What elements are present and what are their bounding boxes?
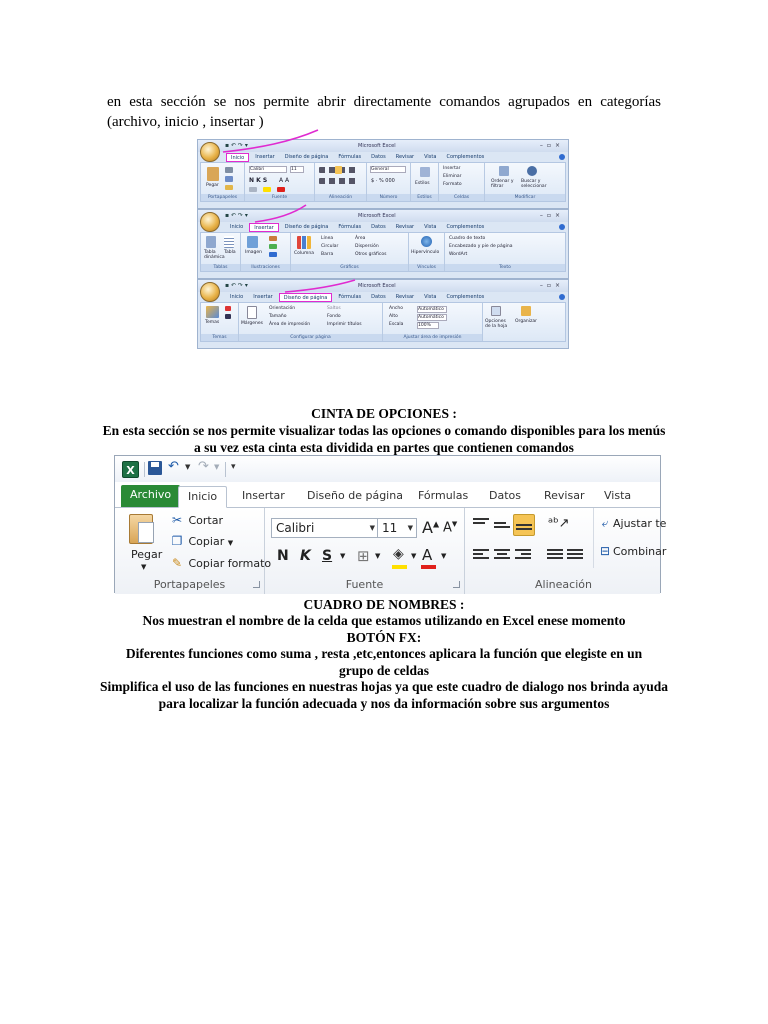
chevron-down-icon: ▼ xyxy=(407,524,413,532)
copy-label: Copiar xyxy=(188,535,225,548)
shrink-font-button[interactable] xyxy=(443,520,457,535)
borders-icon[interactable] xyxy=(249,187,257,192)
paintbrush-icon: ✎ xyxy=(171,556,183,570)
align-middle-icon[interactable] xyxy=(494,522,510,534)
quick-access-toolbar: ▪ ↶ ↷ ▾ xyxy=(225,142,248,149)
margins-icon[interactable] xyxy=(247,306,257,319)
grow-caret-icon: ▲ xyxy=(432,519,440,529)
copy-button[interactable] xyxy=(169,534,233,548)
tab-diseno-pagina[interactable]: Diseño de página xyxy=(307,489,403,502)
font-size-input[interactable] xyxy=(377,518,417,538)
tab-revisar[interactable]: Revisar xyxy=(395,294,415,300)
line-chart[interactable]: Línea xyxy=(321,236,334,241)
bar-chart[interactable]: Barra xyxy=(321,252,334,257)
align-bottom-icon xyxy=(516,524,532,536)
print-area[interactable]: Área de impresión xyxy=(269,322,311,327)
group-alineacion xyxy=(315,163,367,201)
clipart-icon[interactable] xyxy=(269,236,277,241)
sort-filter-label: Ordenar y filtrar xyxy=(491,179,514,189)
group-portapapeles xyxy=(115,508,272,594)
merge-cells-button[interactable] xyxy=(597,544,666,558)
dialog-launcher-icon[interactable] xyxy=(253,581,260,588)
sheet-options-label: Opciones de la hoja xyxy=(485,319,508,329)
nombres-description: Nos muestran el nombre de la celda que estamos utilizando en Excel enese momento xyxy=(142,613,626,628)
group-label: Texto xyxy=(445,264,565,271)
cells-insert[interactable]: Insertar xyxy=(443,166,461,171)
group-estilos xyxy=(411,163,439,201)
tab-insertar[interactable]: Insertar xyxy=(253,294,273,300)
italic-button[interactable]: K xyxy=(300,548,311,564)
quick-access-toolbar: ▪ ↶ ↷ ▾ xyxy=(225,282,248,289)
align-left-icon[interactable] xyxy=(473,549,489,561)
group-vinculos xyxy=(409,233,445,271)
cells-format[interactable]: Formato xyxy=(443,182,462,187)
tab-revisar[interactable]: Revisar xyxy=(544,489,585,502)
group-fuente xyxy=(245,163,315,201)
grow-font-button[interactable] xyxy=(422,518,439,537)
group-fuente xyxy=(265,508,465,594)
copy-icon[interactable] xyxy=(225,176,233,182)
cut-label: Cortar xyxy=(188,514,224,527)
tab-diseno[interactable]: Diseño de página xyxy=(279,293,333,302)
group-temas xyxy=(201,303,239,341)
paste-icon[interactable] xyxy=(129,514,153,544)
align-center-icon[interactable] xyxy=(494,549,510,561)
help-icon[interactable] xyxy=(559,224,565,230)
styles-icon[interactable] xyxy=(420,167,430,177)
height-label: Alto xyxy=(389,314,398,319)
group-label-alineacion: Alineación xyxy=(535,578,592,591)
tab-diseno[interactable]: Diseño de página xyxy=(284,224,329,230)
mini-ribbon-body xyxy=(200,302,566,342)
themes-label: Temas xyxy=(205,320,220,325)
save-icon[interactable] xyxy=(148,461,162,475)
hyperlink-label: Hipervínculo xyxy=(411,250,440,255)
orientation-icon[interactable]: ᵃᵇ↗ xyxy=(548,516,570,531)
intro-paragraph: en esta sección se nos permite abrir directamente comandos agrupados en categorías (archivo, inicio , insertar ) xyxy=(107,94,661,130)
underline-dropdown-icon[interactable]: ▼ xyxy=(340,552,346,560)
window-controls[interactable]: –▫× xyxy=(539,142,564,149)
group-label: Estilos xyxy=(411,194,438,201)
nombres-heading: CUADRO DE NOMBRES : xyxy=(303,597,465,612)
tab-insertar[interactable]: Insertar xyxy=(242,489,285,502)
fill-color-swatch xyxy=(392,565,407,569)
tab-datos[interactable]: Datos xyxy=(371,294,386,300)
group-configurar-pagina xyxy=(239,303,383,341)
grow-shrink-icons[interactable]: A A xyxy=(279,177,290,184)
mini-ribbon-insert xyxy=(197,209,569,279)
tab-vista[interactable]: Vista xyxy=(424,154,437,160)
window-title: Microsoft Excel xyxy=(358,143,396,149)
office-button-icon[interactable] xyxy=(200,142,220,162)
tab-insertar[interactable]: Insertar xyxy=(249,223,278,232)
mini-tab-strip xyxy=(226,223,488,232)
find-select-icon[interactable] xyxy=(527,166,537,176)
group-texto xyxy=(445,233,565,271)
group-label: Alineación xyxy=(315,194,366,201)
chevron-down-icon: ▼ xyxy=(369,524,375,532)
column-chart-icon[interactable] xyxy=(297,236,311,249)
group-graficos xyxy=(291,233,409,271)
scale-label: Escala xyxy=(389,322,404,327)
window-title: Microsoft Excel xyxy=(358,283,396,289)
wrap-text-label: Ajustar te xyxy=(613,517,667,530)
undo-dropdown-icon[interactable]: ▼ xyxy=(185,463,191,471)
pie-chart[interactable]: Circular xyxy=(321,244,339,249)
fx-description-2: Simplifica el uso de las funciones en nuestras hojas ya que este cuadro de dialogo nos brinda ayuda para localizar la función adecuada y nos da información sobre sus argumentos xyxy=(100,679,668,711)
merge-icon: ⊟ xyxy=(599,544,611,558)
shapes-icon[interactable] xyxy=(269,244,277,249)
tab-formulas[interactable]: Fórmulas xyxy=(338,224,362,230)
fill-color-icon[interactable] xyxy=(263,187,271,192)
find-select-label: Buscar y seleccionar xyxy=(521,179,547,189)
mini-ribbon-home xyxy=(197,139,569,209)
group-numero xyxy=(367,163,411,201)
sort-filter-icon[interactable] xyxy=(499,166,509,176)
wrap-text-icon: ⤶ xyxy=(601,516,609,530)
pivot-table-label: Tabla dinámica xyxy=(204,250,225,260)
other-charts[interactable]: Otros gráficos xyxy=(355,252,387,257)
tab-inicio[interactable]: Inicio xyxy=(230,294,244,300)
font-color-icon[interactable] xyxy=(277,187,285,192)
cells-delete[interactable]: Eliminar xyxy=(443,174,462,179)
align-right-icon[interactable] xyxy=(515,549,531,561)
group-alineacion xyxy=(465,508,667,594)
decrease-indent-icon[interactable] xyxy=(547,549,563,561)
group-label-portapapeles: Portapapeles xyxy=(153,578,226,591)
dialog-launcher-icon[interactable] xyxy=(453,581,460,588)
paste-button[interactable]: Pegar xyxy=(131,548,163,561)
hyperlink-icon[interactable] xyxy=(421,236,432,247)
tab-diseno[interactable]: Diseño de página xyxy=(284,154,329,160)
underline-button[interactable]: S xyxy=(322,548,333,564)
font-color-button[interactable] xyxy=(422,546,432,564)
font-color-label: A xyxy=(422,546,433,564)
fx-description-1: Diferentes funciones como suma , resta ,etc,entonces aplicara la función que elegiste en un grupo de celdas xyxy=(125,646,643,678)
grow-font-label: A xyxy=(422,518,433,537)
wrap-text-button[interactable] xyxy=(597,516,666,531)
increase-indent-icon[interactable] xyxy=(567,549,583,561)
redo-icon[interactable]: ↷ xyxy=(198,459,209,474)
scale-input[interactable]: 100% xyxy=(417,322,439,329)
ribbon-body xyxy=(115,508,667,594)
mini-ribbon-body xyxy=(200,232,566,272)
tab-archivo[interactable]: Archivo xyxy=(121,485,180,507)
borders-dropdown-icon[interactable]: ▼ xyxy=(375,552,381,560)
office-button-icon[interactable] xyxy=(200,282,220,302)
group-label: Celdas xyxy=(439,194,484,201)
height-select[interactable]: Automático xyxy=(417,314,447,321)
quick-access-toolbar xyxy=(115,456,660,482)
format-painter-button[interactable] xyxy=(169,556,271,570)
column-label: Columna xyxy=(294,251,314,256)
undo-icon[interactable]: ↶ xyxy=(168,459,179,474)
mini-ribbon-layout xyxy=(197,279,569,349)
font-color-dropdown-icon[interactable]: ▼ xyxy=(441,552,447,560)
align-top-icon[interactable] xyxy=(473,518,489,530)
tab-complementos[interactable]: Complementos xyxy=(446,154,485,160)
group-label: Configurar página xyxy=(239,334,382,341)
theme-fonts-icon[interactable] xyxy=(225,314,231,319)
theme-colors-icon[interactable] xyxy=(225,306,231,311)
format-painter-icon[interactable] xyxy=(225,185,233,190)
group-label-fuente: Fuente xyxy=(345,578,384,591)
paste-dropdown-icon[interactable]: ▼ xyxy=(141,563,147,571)
width-select[interactable]: Automático xyxy=(417,306,447,313)
group-label: Ajustar área de impresión xyxy=(383,334,482,341)
fill-color-icon[interactable]: ◈ xyxy=(393,546,404,562)
merge-label: Combinar xyxy=(613,545,667,558)
group-modificar xyxy=(485,163,565,201)
group-ilustraciones xyxy=(241,233,291,271)
picture-label: Imagen xyxy=(245,250,262,255)
tab-formulas[interactable]: Fórmulas xyxy=(338,154,362,160)
sheet-options-icon[interactable] xyxy=(491,306,501,316)
paste-icon[interactable] xyxy=(207,167,219,181)
font-name-box[interactable]: Calibri xyxy=(249,166,287,173)
tab-inicio[interactable]: Inicio xyxy=(178,486,227,508)
wordart[interactable]: WordArt xyxy=(449,252,468,257)
cut-icon[interactable] xyxy=(225,167,233,173)
orientation[interactable]: Orientación xyxy=(269,306,296,311)
group-label: Modificar xyxy=(485,194,565,201)
ribbon-tab-strip xyxy=(115,482,660,508)
group-label: Número xyxy=(367,194,410,201)
align-selected-icon[interactable] xyxy=(335,166,342,174)
copy-dropdown-icon: ▼ xyxy=(227,539,234,547)
cut-button[interactable] xyxy=(169,513,223,527)
number-format-icons[interactable]: $ · % 000 xyxy=(371,178,395,184)
size[interactable]: Tamaño xyxy=(269,314,287,319)
group-celdas xyxy=(439,163,485,201)
office-button-icon[interactable] xyxy=(200,212,220,232)
window-controls[interactable]: –▫× xyxy=(539,282,564,289)
toolbar-separator xyxy=(225,462,226,477)
tab-datos[interactable]: Datos xyxy=(371,224,386,230)
group-ajustar xyxy=(383,303,483,341)
tab-insertar[interactable]: Insertar xyxy=(255,154,275,160)
font-size-box[interactable]: 11 xyxy=(290,166,304,173)
excel-ribbon xyxy=(114,455,667,593)
group-label: Vínculos xyxy=(409,264,444,271)
help-icon[interactable] xyxy=(559,294,565,300)
align-horizontal-icons[interactable] xyxy=(319,178,359,184)
group-label: Fuente xyxy=(245,194,314,201)
styles-label: Estilos xyxy=(415,181,430,186)
themes-icon[interactable] xyxy=(206,306,219,318)
tab-datos[interactable]: Datos xyxy=(371,154,386,160)
toolbar-separator xyxy=(144,462,145,477)
margins-label: Márgenes xyxy=(241,321,264,326)
area-chart[interactable]: Área xyxy=(355,236,366,241)
font-name-input[interactable] xyxy=(271,518,379,538)
cinta-heading: CINTA DE OPCIONES : xyxy=(311,406,457,421)
shrink-caret-icon: ▼ xyxy=(451,520,458,528)
excel-app-icon[interactable]: X xyxy=(122,461,139,478)
width-label: Ancho xyxy=(389,306,404,311)
customize-qat-icon[interactable]: ▾ xyxy=(231,462,236,472)
cinta-description: En esta sección se nos permite visualizar todas las opciones o comando disponibles para los menús a su vez esta cinta esta dividida en partes que contienen comandos xyxy=(102,423,666,455)
number-format-box[interactable]: General xyxy=(370,166,406,173)
font-name-value: Calibri xyxy=(276,521,315,535)
quick-access-toolbar: ▪ ↶ ↷ ▾ xyxy=(225,212,248,219)
mini-tab-strip xyxy=(226,293,488,302)
tab-complementos[interactable]: Complementos xyxy=(446,294,485,300)
fx-heading: BOTÓN FX: xyxy=(346,630,422,645)
table-icon[interactable] xyxy=(224,236,234,248)
bold-button[interactable]: N xyxy=(277,548,289,564)
pivot-table-icon[interactable] xyxy=(206,236,216,248)
group-label: Tablas xyxy=(201,264,240,271)
fill-dropdown-icon[interactable]: ▼ xyxy=(411,552,417,560)
group-label: Temas xyxy=(201,334,238,341)
group-opciones xyxy=(483,303,565,341)
scatter-chart[interactable]: Dispersión xyxy=(355,244,379,249)
borders-icon[interactable]: ⊞ xyxy=(357,547,370,565)
help-icon[interactable] xyxy=(559,154,565,160)
group-label: Portapapeles xyxy=(201,194,244,201)
bold-italic-underline-icons[interactable]: N K S xyxy=(249,177,268,184)
breaks[interactable]: Saltos xyxy=(327,306,341,311)
tab-complementos[interactable]: Complementos xyxy=(446,224,485,230)
print-titles[interactable]: Imprimir títulos xyxy=(327,322,362,327)
font-color-swatch xyxy=(421,565,436,569)
picture-icon[interactable] xyxy=(247,236,258,248)
tab-revisar[interactable]: Revisar xyxy=(395,224,415,230)
text-box[interactable]: Cuadro de texto xyxy=(449,236,486,241)
window-controls[interactable]: –▫× xyxy=(539,212,564,219)
font-size-value: 11 xyxy=(382,521,398,535)
group-label: Ilustraciones xyxy=(241,264,290,271)
arrange-label: Organizar xyxy=(515,319,537,324)
group-label: Gráficos xyxy=(291,264,408,271)
arrange-icon[interactable] xyxy=(521,306,531,316)
tab-vista[interactable]: Vista xyxy=(424,294,437,300)
copy-icon: ❐ xyxy=(171,534,183,548)
divider xyxy=(593,508,594,568)
redo-dropdown-icon[interactable]: ▼ xyxy=(214,463,220,471)
window-title: Microsoft Excel xyxy=(358,213,396,219)
scissors-icon: ✂ xyxy=(171,513,183,527)
group-tablas xyxy=(201,233,241,271)
background[interactable]: Fondo xyxy=(327,314,341,319)
mini-ribbon-body xyxy=(200,162,566,202)
shrink-font-label: A xyxy=(443,520,452,536)
tab-formulas[interactable]: Fórmulas xyxy=(418,489,469,502)
tab-vista[interactable]: Vista xyxy=(424,224,437,230)
tab-inicio[interactable]: Inicio xyxy=(226,153,249,162)
smartart-icon[interactable] xyxy=(269,252,277,257)
tab-datos[interactable]: Datos xyxy=(489,489,521,502)
mini-tab-strip xyxy=(226,153,488,162)
group-portapapeles xyxy=(201,163,245,201)
paste-label: Pegar xyxy=(206,183,219,188)
table-label: Tabla xyxy=(224,250,236,255)
tab-inicio[interactable]: Inicio xyxy=(230,224,244,230)
tab-formulas[interactable]: Fórmulas xyxy=(338,294,362,300)
tab-vista[interactable]: Vista xyxy=(604,489,632,502)
header-footer[interactable]: Encabezado y pie de página xyxy=(449,244,513,249)
tab-revisar[interactable]: Revisar xyxy=(395,154,415,160)
format-painter-label: Copiar formato xyxy=(188,557,272,570)
